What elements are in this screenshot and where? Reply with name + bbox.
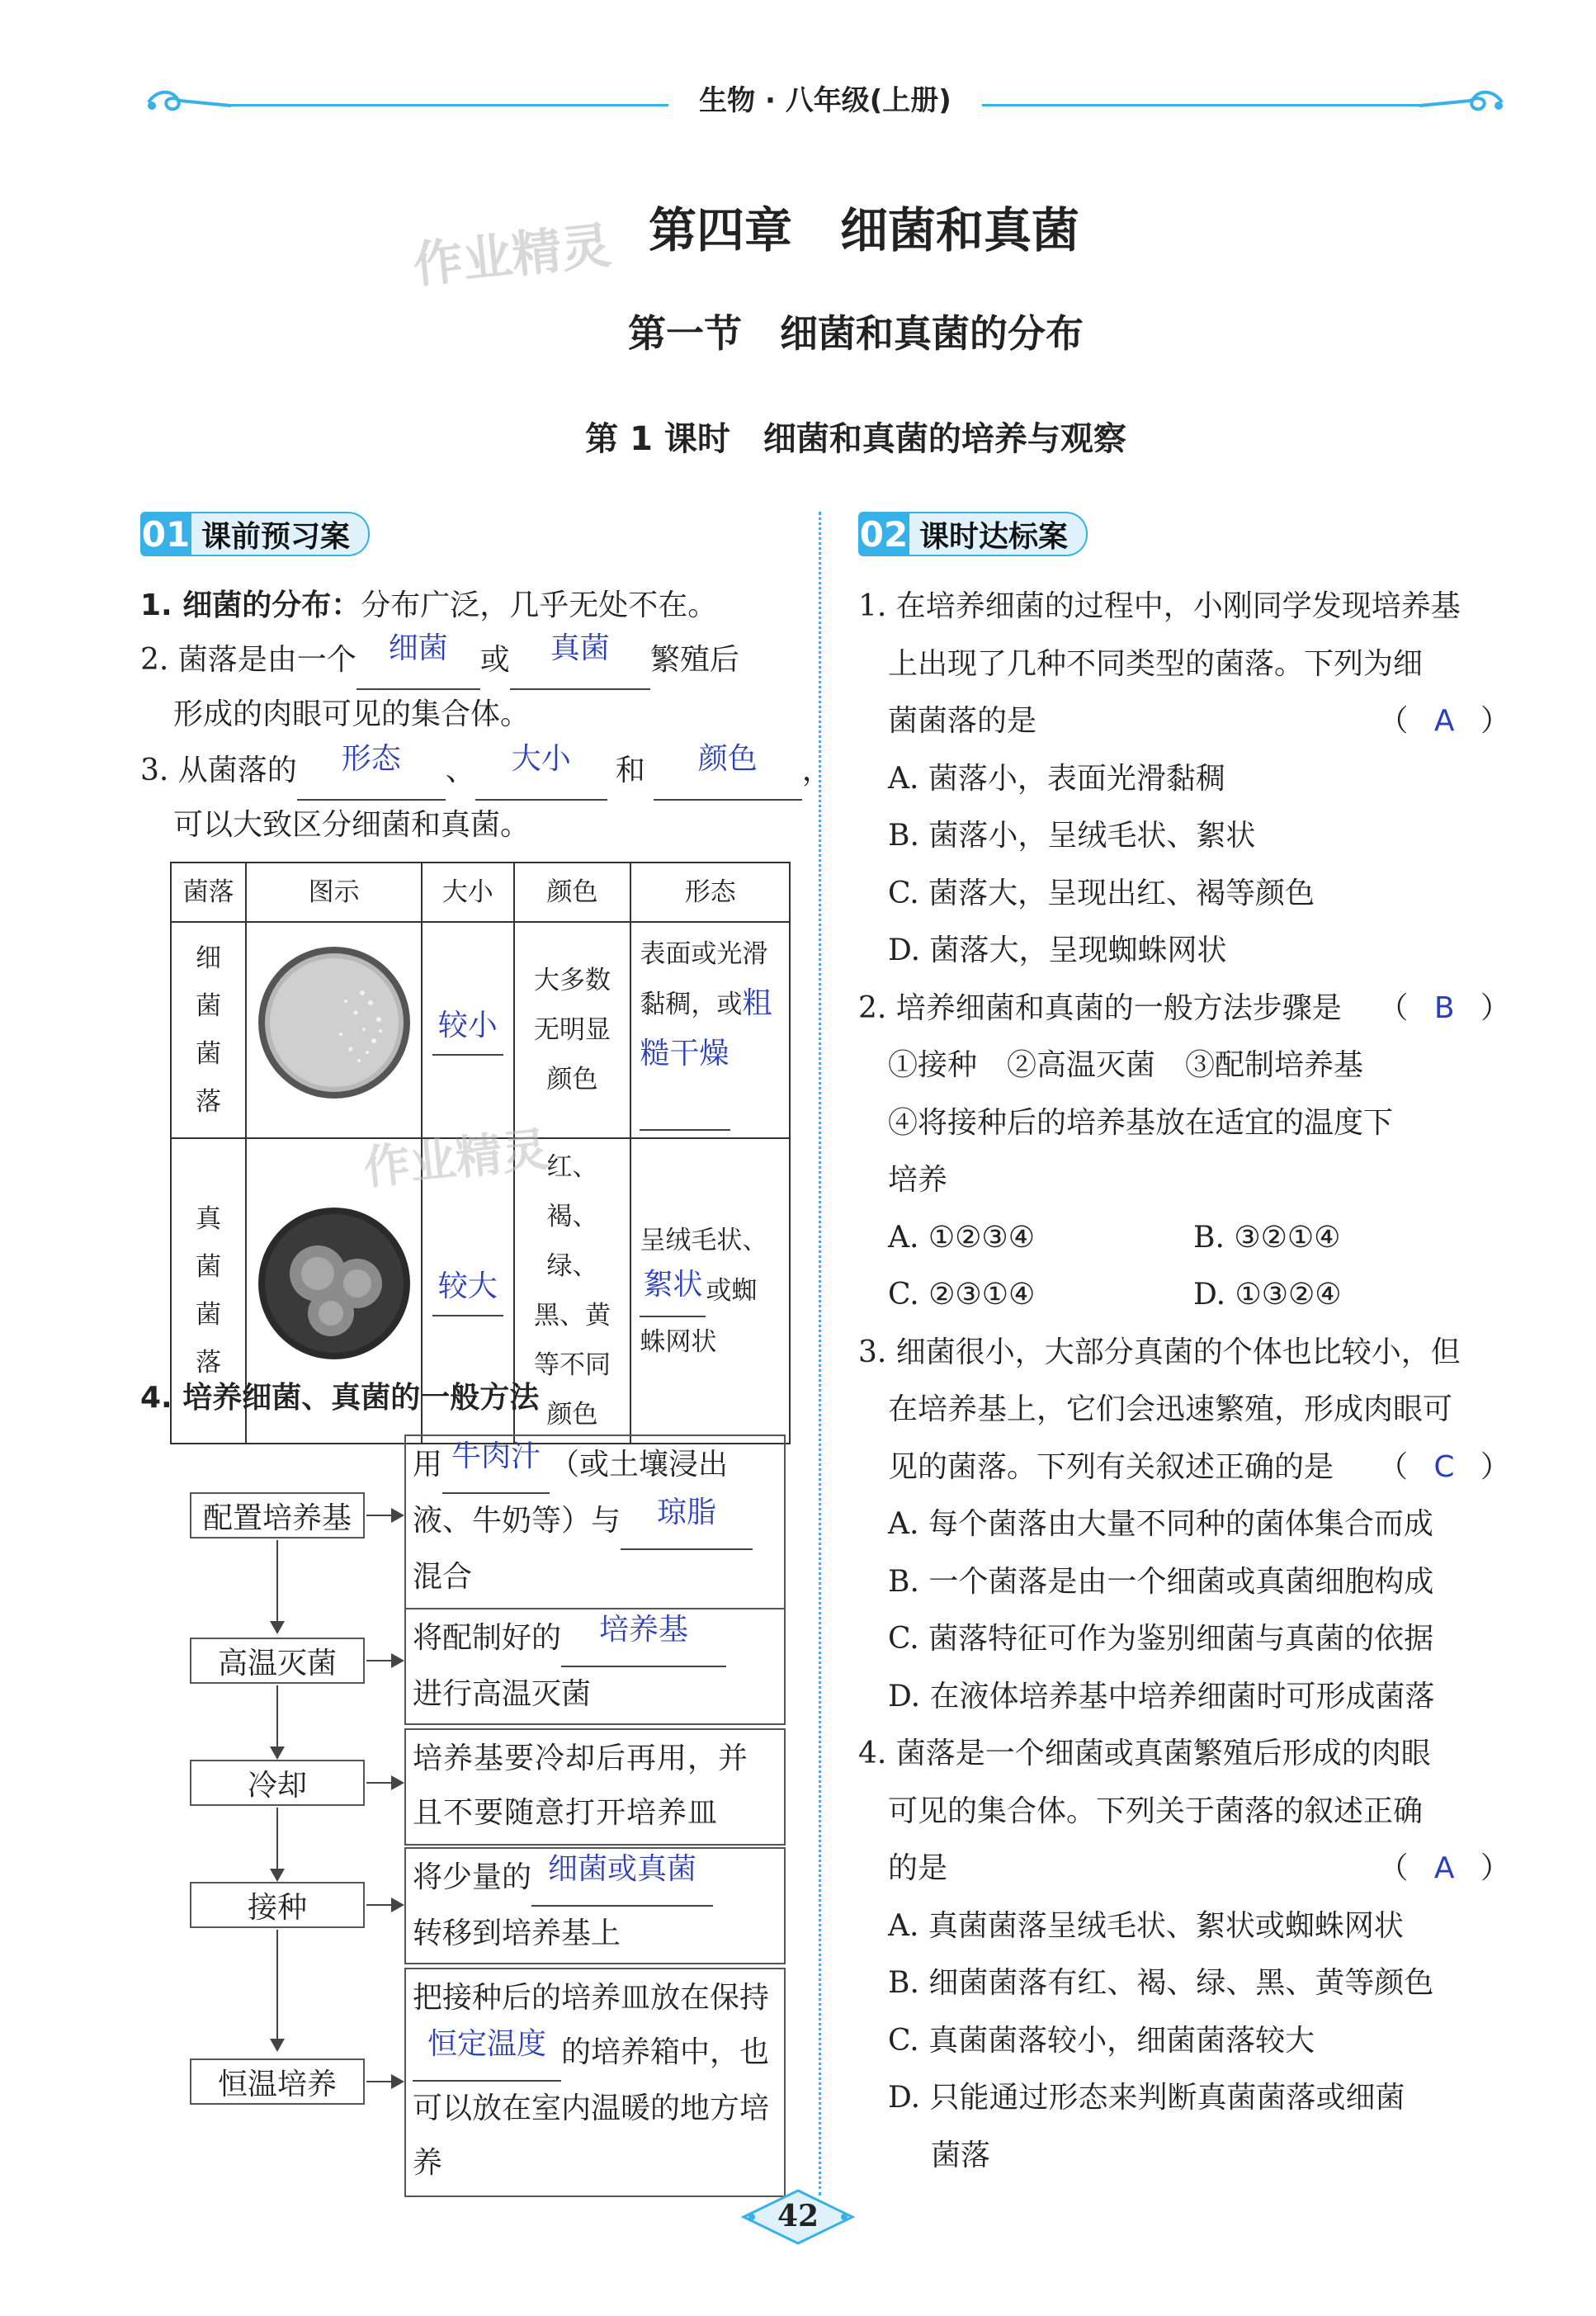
flow-arrow-4 xyxy=(366,1904,401,1906)
bacteria-petri-dish-icon xyxy=(255,943,413,1102)
q3-line-3: 见的菌落。下列有关叙述正确的是 （ C ） xyxy=(858,1439,1510,1496)
table-header-color: 颜色 xyxy=(514,863,631,922)
question-2 xyxy=(858,980,1510,1324)
q3-option-b: B. 一个菌落是由一个细菌或真菌细胞构成 xyxy=(888,1564,1434,1599)
section-number: 02 xyxy=(858,512,909,556)
left-swirl-ornament xyxy=(140,83,231,119)
bacteria-color-cell: 大多数无明显颜色 xyxy=(514,922,631,1138)
bacteria-shape-blank xyxy=(640,1080,730,1131)
flow-desc-5-blank xyxy=(413,2025,561,2082)
lesson-title: 第 1 课时 细菌和真菌的培养与观察 xyxy=(585,420,1126,458)
flow-desc-5: 把接种后的培养皿放在保持恒定温度 的培养箱中，也可以放在室内温暖的地方培养 xyxy=(404,1968,786,2197)
left-q4 xyxy=(140,1370,539,1426)
bacteria-colony-name: 细菌菌落 xyxy=(171,922,246,1138)
left-q2-line2: 形成的肉眼可见的集合体。 xyxy=(173,697,531,731)
q1-text: 分布广泛，几乎无处不在。 xyxy=(361,588,718,622)
flow-desc-4-blank xyxy=(531,1850,713,1907)
q2-steps-2: ④将接种后的培养基放在适宜的温度下 xyxy=(888,1105,1394,1140)
right-swirl-ornament xyxy=(1419,83,1510,119)
fungi-size-blank xyxy=(432,1266,503,1316)
q4-option-a: A. 真菌菌落呈绒毛状、絮状或蜘蛛网状 xyxy=(888,1908,1404,1943)
page-number: 42 xyxy=(777,2199,819,2233)
bacteria-shape-cell xyxy=(630,922,790,1138)
q2-mid: 或 xyxy=(479,643,510,677)
q3-suffix: ， xyxy=(801,754,832,787)
q2-steps-3: 培养 xyxy=(888,1163,948,1197)
flow-step-4-label: 接种 xyxy=(247,1890,307,1925)
flow-arrow-down-2 xyxy=(276,1685,278,1756)
q3-line-2: 在培养基上，它们会迅速繁殖，形成肉眼可 xyxy=(888,1392,1453,1426)
flow-step-2-label: 高温灭菌 xyxy=(217,1646,337,1680)
flow-arrow-down-1 xyxy=(276,1540,278,1631)
fungi-shape-blank xyxy=(640,1265,706,1317)
right-section-header xyxy=(858,512,1088,556)
q2-options-row-2 xyxy=(858,1266,1510,1324)
q1-line-2: 上出现了几种不同类型的菌落。下列为细 xyxy=(888,646,1424,681)
q3-option-a: A. 每个菌落由大量不同种的菌体集合而成 xyxy=(888,1507,1433,1541)
flow-step-1-label: 配置培养基 xyxy=(202,1501,352,1535)
flow-desc-2-answer: 培养基 xyxy=(599,1613,689,1647)
flow-desc-2-blank xyxy=(561,1611,726,1667)
section-title: 第一节 细菌和真菌的分布 xyxy=(628,311,1084,356)
flow-desc-1-blank-2 xyxy=(621,1494,753,1550)
q4-option-d-cont: 菌落 xyxy=(931,2138,991,2172)
flow-step-3-label: 冷却 xyxy=(247,1768,307,1803)
q3-answer-2: 大小 xyxy=(511,742,571,776)
q4-answer: A xyxy=(1433,1851,1455,1885)
fungi-shape-post: 或蜘蛛网状 xyxy=(640,1275,758,1357)
question-3 xyxy=(858,1324,1510,1726)
q4-label: 4. 培养细菌、真菌的一般方法 xyxy=(140,1381,540,1415)
fungi-shape-text: 呈绒毛状、 xyxy=(640,1225,768,1255)
right-questions xyxy=(858,578,1510,2184)
q1-line-3: 菌菌落的是 （ A ） xyxy=(858,692,1510,750)
q2-steps-1: ①接种 ②高温灭菌 ③配制培养基 xyxy=(888,1048,1364,1082)
section-label: 课时达标案 xyxy=(909,512,1088,556)
q4-answer-bracket: （ A ） xyxy=(1378,1851,1510,1885)
flow-desc-2: 将配制好的 培养基 进行高温灭菌 xyxy=(404,1608,786,1725)
bacteria-shape-answer: 粗糙干燥 xyxy=(640,986,772,1071)
q2-option-b: B. ③②①④ xyxy=(1193,1220,1341,1255)
flow-step-incubate xyxy=(190,2058,365,2105)
fungi-color-cell: 红、褐、绿、黑、黄等不同颜色 xyxy=(514,1138,631,1444)
table-header-size: 大小 xyxy=(422,863,513,922)
flow-desc-1: 用 牛肉汁 （或土壤浸出液、牛奶等）与 琼脂 混合 xyxy=(404,1435,786,1609)
flow-desc-1-blank-1 xyxy=(442,1438,550,1494)
bacteria-colony-image xyxy=(246,922,422,1138)
q2-suffix: 繁殖后 xyxy=(649,643,739,677)
left-q3 xyxy=(140,743,832,801)
flow-desc-1-answer-1: 牛肉汁 xyxy=(451,1439,541,1473)
q4-option-c: C. 真菌菌落较小，细菌菌落较大 xyxy=(888,2023,1315,2058)
q2-answer-bracket: （ B ） xyxy=(1378,990,1510,1025)
q3-answer-3: 颜色 xyxy=(697,742,758,776)
q2-option-d: D. ①③②④ xyxy=(1193,1278,1342,1312)
chapter-title: 第四章 细菌和真菌 xyxy=(648,202,1079,258)
flow-desc-4-answer: 细菌或真菌 xyxy=(548,1852,697,1886)
watermark-middle: 作业精灵 xyxy=(361,1123,551,1196)
bacteria-size-answer: 较小 xyxy=(437,1008,498,1042)
q1-line-1: 1. 在培养细菌的过程中，小刚同学发现培养基 xyxy=(858,589,1461,623)
q3-mid: 和 xyxy=(615,754,645,787)
table-header-shape: 形态 xyxy=(630,863,790,922)
fungi-shape-answer: 絮状 xyxy=(643,1267,703,1302)
q4-line-2: 可见的集合体。下列关于菌落的叙述正确 xyxy=(888,1794,1424,1828)
q1-option-a: A. 菌落小，表面光滑黏稠 xyxy=(888,761,1225,796)
q2-prefix: 2. 菌落是由一个 xyxy=(140,643,357,677)
flow-step-5-label: 恒温培养 xyxy=(217,2067,337,2101)
page-number-badge xyxy=(740,2187,856,2247)
q3-prefix: 3. 从菌落的 xyxy=(140,754,297,787)
bacteria-shape-text: 表面或光滑黏稠，或 xyxy=(640,939,768,1019)
q3-answer: C xyxy=(1433,1449,1455,1484)
flow-desc-4: 将少量的 细菌或真菌 转移到培养基上 xyxy=(404,1847,786,1964)
flow-arrow-3 xyxy=(366,1782,401,1784)
flow-arrow-1 xyxy=(366,1515,401,1516)
flow-step-cool xyxy=(190,1760,365,1806)
flow-step-sterilize xyxy=(190,1638,365,1684)
q1-answer-bracket: （ A ） xyxy=(1378,704,1510,738)
q3-option-d: D. 在液体培养基中培养细菌时可形成菌落 xyxy=(888,1679,1435,1713)
flow-step-prepare-medium xyxy=(190,1492,365,1538)
section-label: 课前预习案 xyxy=(191,512,370,556)
q1-option-c: C. 菌落大，呈现出红、褐等颜色 xyxy=(888,876,1315,910)
q1-option-d: D. 菌落大，呈现蜘蛛网状 xyxy=(888,933,1227,967)
q2-option-c: C. ②③①④ xyxy=(888,1278,1036,1312)
q3-option-c: C. 菌落特征可作为鉴别细菌与真菌的依据 xyxy=(888,1622,1434,1656)
q4-line-1: 4. 菌落是一个细菌或真菌繁殖后形成的肉眼 xyxy=(858,1737,1431,1770)
watermark-top: 作业精灵 xyxy=(410,216,614,295)
bacteria-size-blank xyxy=(432,1005,503,1056)
q3-answer-bracket: （ C ） xyxy=(1377,1449,1510,1484)
question-1 xyxy=(858,578,1510,980)
book-title: 生物 · 八年级(上册) xyxy=(668,78,982,118)
flow-arrow-2 xyxy=(366,1660,401,1661)
flow-arrow-down-3 xyxy=(276,1808,278,1879)
left-section-header xyxy=(140,512,370,556)
left-q3-line2: 可以大致区分细菌和真菌。 xyxy=(173,808,531,842)
q4-option-b: B. 细菌菌落有红、褐、绿、黑、黄等颜色 xyxy=(888,1966,1434,2000)
section-number: 01 xyxy=(140,512,191,556)
table-header-image: 图示 xyxy=(246,863,422,922)
q2-answer: B xyxy=(1433,990,1455,1025)
q2-blank-2 xyxy=(510,632,650,690)
q4-option-d: D. 只能通过形态来判断真菌菌落或细菌 xyxy=(888,2081,1405,2115)
q2-options-row-1 xyxy=(858,1209,1510,1267)
flow-arrow-5 xyxy=(366,2081,401,2082)
flow-desc-5-answer: 恒定温度 xyxy=(427,2027,546,2061)
fungi-petri-dish-icon xyxy=(255,1204,413,1363)
q1-label: 1. 细菌的分布： xyxy=(140,588,361,622)
q3-blank-1 xyxy=(297,743,446,801)
fungi-colony-name: 真菌菌落 xyxy=(171,1138,246,1444)
fungi-size-answer: 较大 xyxy=(437,1269,498,1303)
fungi-shape-cell xyxy=(630,1138,790,1444)
q3-blank-2 xyxy=(475,743,607,801)
q3-sep: 、 xyxy=(445,754,475,787)
flow-desc-3: 培养基要冷却后再用，并且不要随意打开培养皿 xyxy=(404,1728,786,1846)
q3-answer-1: 形态 xyxy=(341,742,401,776)
flow-step-inoculate xyxy=(190,1882,365,1928)
q1-option-b: B. 菌落小，呈绒毛状、絮状 xyxy=(888,819,1256,853)
q2-blank-1 xyxy=(357,632,480,690)
q4-line-3: 的是 （ A ） xyxy=(858,1840,1510,1898)
header-bar xyxy=(140,83,1510,119)
q2-option-a: A. ①②③④ xyxy=(888,1220,1035,1255)
question-4 xyxy=(858,1725,1510,2184)
left-q1 xyxy=(140,578,717,634)
table-header-colony: 菌落 xyxy=(171,863,246,922)
q3-line-1: 3. 细菌很小，大部分真菌的个体也比较小，但 xyxy=(858,1335,1461,1369)
q2-answer-2: 真菌 xyxy=(550,631,610,665)
left-q2 xyxy=(140,632,739,690)
flow-desc-1-answer-2: 琼脂 xyxy=(657,1496,717,1529)
bacteria-size-cell xyxy=(422,922,513,1138)
q2-answer-1: 细菌 xyxy=(388,631,448,665)
flow-arrow-down-4 xyxy=(276,1930,278,2049)
q2-line-1: 2. 培养细菌和真菌的一般方法步骤是 （ B ） xyxy=(858,980,1510,1037)
q3-blank-3 xyxy=(654,743,802,801)
q1-answer: A xyxy=(1433,704,1455,738)
